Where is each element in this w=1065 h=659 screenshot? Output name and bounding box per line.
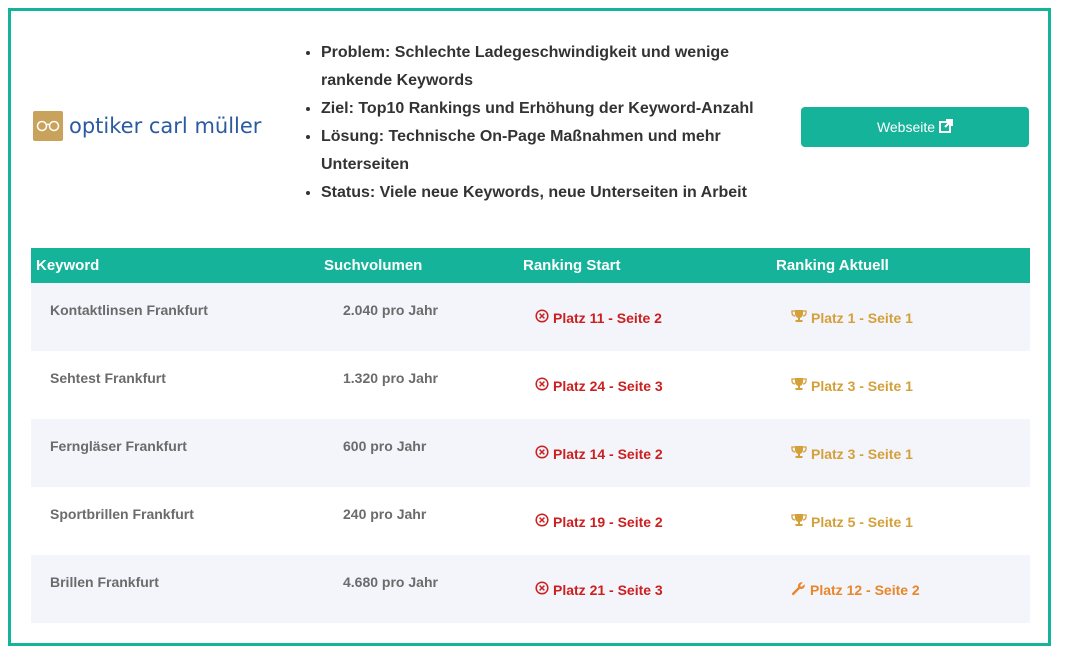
ranking-start-cell — [523, 419, 776, 462]
ranking-current-cell — [776, 555, 1030, 599]
table-row — [31, 555, 1030, 623]
table-row — [31, 283, 1030, 351]
wrench-icon — [791, 581, 806, 599]
logo — [33, 111, 261, 141]
volume-cell: 240 pro Jahr — [343, 506, 427, 522]
ranking-start-cell — [523, 555, 776, 598]
ranking-start-text: Platz 11 - Seite 2 — [553, 309, 662, 326]
table-row — [31, 351, 1030, 419]
logo-text: optiker carl müller — [69, 114, 262, 138]
trophy-icon — [791, 513, 807, 530]
trophy-icon — [791, 377, 807, 394]
volume-cell: 4.680 pro Jahr — [343, 574, 438, 590]
header-volume: Suchvolumen — [324, 257, 423, 274]
external-link-icon — [939, 119, 953, 136]
ranking-start-cell — [523, 283, 776, 326]
table-body — [31, 283, 1030, 623]
ranking-start-text: Platz 21 - Seite 3 — [553, 581, 663, 598]
volume-cell: 2.040 pro Jahr — [343, 302, 438, 318]
header-ranking-current: Ranking Aktuell — [776, 257, 889, 274]
ranking-start-text: Platz 19 - Seite 2 — [553, 513, 663, 530]
x-circle-icon — [535, 309, 549, 326]
ranking-current-text: Platz 1 - Seite 1 — [811, 309, 913, 326]
trophy-icon — [791, 309, 807, 326]
x-circle-icon — [535, 581, 549, 598]
website-button-label: Webseite — [876, 119, 936, 135]
keyword-cell: Sehtest Frankfurt — [50, 370, 166, 386]
summary-solution: • Lösung: Technische On-Page Maßnahmen und mehr Unterseiten — [321, 123, 781, 179]
volume-cell: 1.320 pro Jahr — [343, 370, 438, 386]
header-keyword: Keyword — [36, 257, 100, 274]
summary-problem: • Problem: Schlechte Ladegeschwindigkeit und wenige rankende Keywords — [321, 39, 781, 95]
ranking-current-cell — [776, 419, 1030, 462]
x-circle-icon — [535, 377, 549, 394]
ranking-current-text: Platz 3 - Seite 1 — [811, 445, 913, 462]
summary-goal: • Ziel: Top10 Rankings und Erhöhung der Keyword-Anzahl — [321, 95, 781, 123]
keyword-cell: Ferngläser Frankfurt — [50, 438, 187, 454]
keyword-cell: Kontaktlinsen Frankfurt — [50, 302, 208, 318]
keyword-cell: Sportbrillen Frankfurt — [50, 506, 194, 522]
case-study-card — [8, 8, 1051, 646]
ranking-current-text: Platz 12 - Seite 2 — [810, 582, 920, 598]
ranking-current-cell — [776, 283, 1030, 326]
keyword-ranking-table — [31, 248, 1030, 623]
table-row — [31, 419, 1030, 487]
ranking-current-cell — [776, 351, 1030, 394]
ranking-start-text: Platz 14 - Seite 2 — [553, 445, 663, 462]
x-circle-icon — [535, 445, 549, 462]
trophy-icon — [791, 445, 807, 462]
ranking-start-cell — [523, 487, 776, 530]
ranking-current-text: Platz 3 - Seite 1 — [811, 377, 913, 394]
keyword-cell: Brillen Frankfurt — [50, 574, 159, 590]
volume-cell: 600 pro Jahr — [343, 438, 427, 454]
table-header — [31, 248, 1030, 283]
table-row — [31, 487, 1030, 555]
website-button[interactable] — [801, 107, 1029, 147]
ranking-current-cell — [776, 487, 1030, 530]
summary-status: • Status: Viele neue Keywords, neue Unterseiten in Arbeit — [321, 179, 781, 207]
ranking-start-cell — [523, 351, 776, 394]
ranking-current-text: Platz 5 - Seite 1 — [811, 513, 913, 530]
ranking-start-text: Platz 24 - Seite 3 — [553, 377, 663, 394]
x-circle-icon — [535, 513, 549, 530]
header-ranking-start: Ranking Start — [523, 257, 621, 274]
glasses-icon — [33, 111, 63, 141]
project-summary-list — [299, 39, 781, 207]
